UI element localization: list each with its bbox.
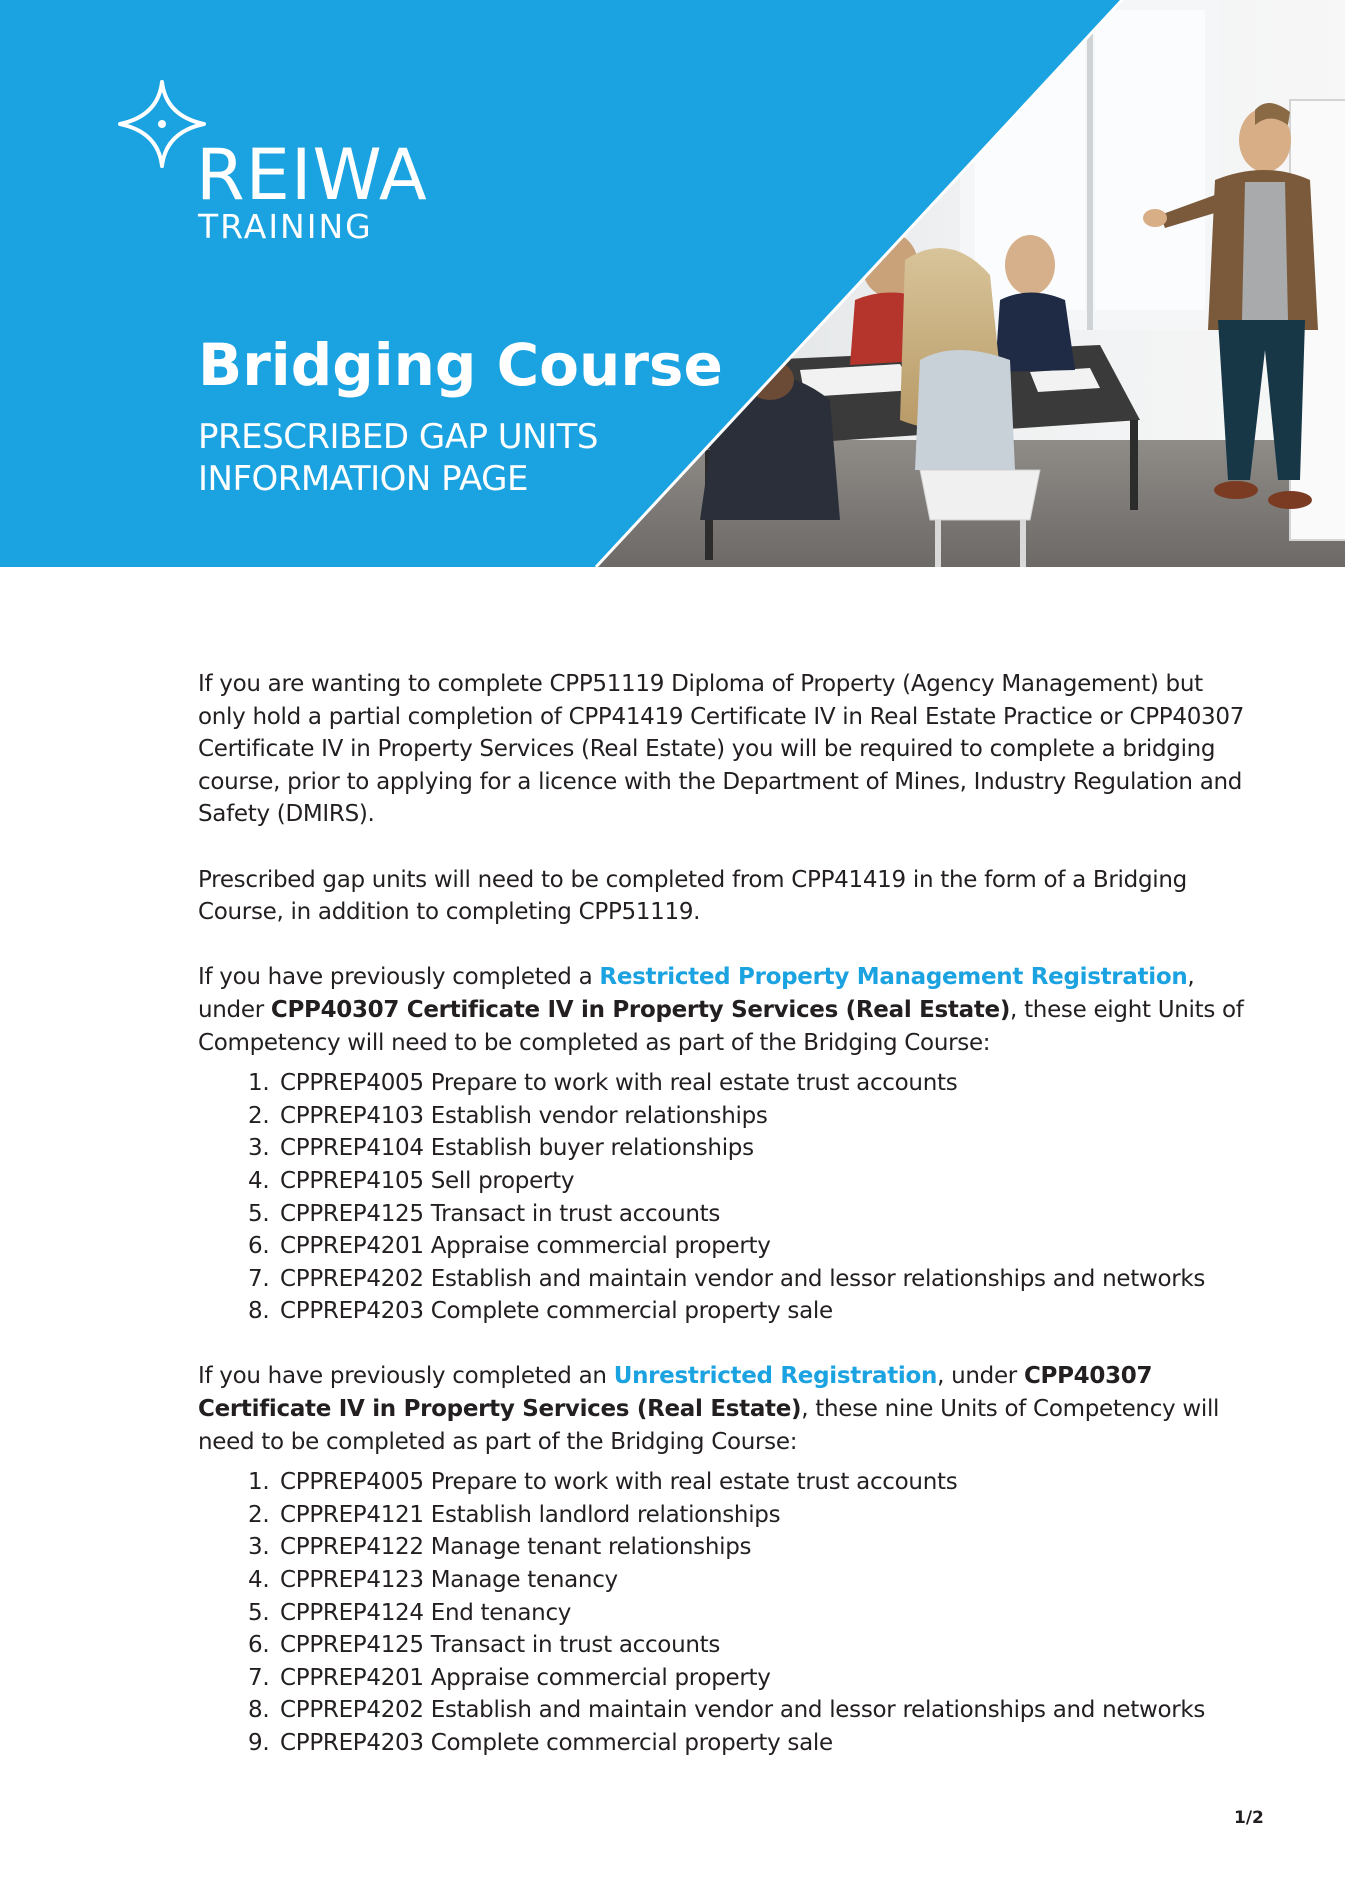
prescribed-paragraph [198,864,1258,929]
unit-text: CPPREP4104 Establish buyer relationships [280,1135,754,1162]
text-line [198,961,1258,994]
text-fragment: If you have previously completed a [198,964,600,991]
list-item [248,1727,1258,1760]
unit-text: CPPREP4203 Complete commercial property sale [280,1730,833,1756]
unit-text: CPPREP4121 Establish landlord relationships [280,1501,781,1528]
list-number: 4. [248,1167,270,1194]
star-logo-icon [118,80,206,168]
list-item [248,1499,1258,1532]
restricted-paragraph [198,961,1258,1059]
list-number: 8. [248,1298,270,1325]
unit-text: CPPREP4203 Complete commercial property sale [280,1298,833,1325]
list-number: 3. [248,1135,270,1162]
text-line: course, prior to applying for a licence with the Department of Mines, Industry Regulation and [198,768,1243,795]
unit-text: CPPREP4105 Sell property [280,1167,575,1194]
restricted-units-list [198,1067,1258,1328]
subtitle-line: PRESCRIBED GAP UNITS [198,417,598,457]
subtitle-line: INFORMATION PAGE [198,459,528,499]
text-line: Safety (DMIRS). [198,801,375,828]
text-fragment: under [198,996,271,1023]
intro-paragraph [198,668,1258,831]
text-line: need to be completed as part of the Bridging Course: [198,1428,798,1455]
text-fragment: , [1187,964,1195,991]
qualification-name: Certificate IV in Property Services (Real Estate) [198,1396,802,1423]
unit-text: CPPREP4125 Transact in trust accounts [280,1632,721,1659]
text-line: Course, in addition to completing CPP51119. [198,899,701,926]
list-item [248,1230,1258,1263]
list-number: 5. [248,1200,270,1227]
list-item [248,1100,1258,1133]
list-item [248,1263,1258,1296]
list-item [248,1564,1258,1597]
text-fragment: If you have previously completed an [198,1363,614,1390]
list-number: 7. [248,1265,270,1292]
unrestricted-paragraph [198,1360,1258,1458]
list-number: 5. [248,1599,270,1626]
reiwa-logo [118,80,458,250]
page-number: 1/2 [1234,1808,1264,1828]
header-banner [0,0,1345,567]
text-line: Prescribed gap units will need to be completed from CPP41419 in the form of a Bridging [198,866,1187,893]
list-number: 3. [248,1534,270,1561]
list-item [248,1067,1258,1100]
list-item [248,1694,1258,1727]
list-item [248,1629,1258,1662]
page-subtitle [198,416,598,500]
qualification-code: CPP40307 [1023,1363,1153,1390]
unit-text: CPPREP4103 Establish vendor relationships [280,1102,768,1129]
list-number: 8. [248,1697,270,1724]
list-number: 4. [248,1567,270,1594]
unit-text: CPPREP4122 Manage tenant relationships [280,1534,752,1561]
list-number: 1. [248,1070,270,1097]
list-number: 1. [248,1469,270,1496]
text-fragment: , these eight Units of [1010,996,1244,1023]
unit-text: CPPREP4005 Prepare to work with real estate trust accounts [280,1070,958,1097]
list-item [248,1165,1258,1198]
body-content [198,668,1258,1760]
list-item [248,1295,1258,1328]
list-item [248,1531,1258,1564]
logo-subtitle: TRAINING [198,207,373,246]
list-item [248,1662,1258,1695]
unit-text: CPPREP4201 Appraise commercial property [280,1664,771,1691]
list-item [248,1597,1258,1630]
text-line [198,1360,1258,1393]
qualification-name: CPP40307 Certificate IV in Property Services (Real Estate) [270,996,1011,1023]
list-number: 2. [248,1501,270,1528]
unrestricted-registration-highlight: Unrestricted Registration [613,1363,938,1390]
list-item [248,1132,1258,1165]
list-number: 2. [248,1102,270,1129]
text-line: Certificate IV in Property Services (Real Estate) you will be required to complete a bridging [198,736,1216,763]
unit-text: CPPREP4124 End tenancy [280,1599,572,1626]
unit-text: CPPREP4202 Establish and maintain vendor and lessor relationships and networks [280,1697,1206,1724]
list-number: 6. [248,1233,270,1260]
list-number: 6. [248,1632,270,1659]
list-number: 7. [248,1664,270,1691]
unit-text: CPPREP4005 Prepare to work with real estate trust accounts [280,1469,958,1496]
page-title: Bridging Course [198,331,723,399]
unit-text: CPPREP4201 Appraise commercial property [280,1233,771,1260]
text-fragment: , under [937,1363,1024,1390]
list-item [248,1198,1258,1231]
text-line [198,1393,1258,1426]
unit-text: CPPREP4123 Manage tenancy [280,1567,618,1594]
text-line: only hold a partial completion of CPP41419 Certificate IV in Real Estate Practice or CPP40307 [198,703,1245,730]
unrestricted-units-list [198,1466,1258,1759]
unit-text: CPPREP4202 Establish and maintain vendor and lessor relationships and networks [280,1265,1206,1292]
list-item [248,1466,1258,1499]
text-fragment: , these nine Units of Competency will [801,1396,1220,1423]
list-number: 9. [248,1730,270,1756]
unit-text: CPPREP4125 Transact in trust accounts [280,1200,721,1227]
text-line: If you are wanting to complete CPP51119 Diploma of Property (Agency Management) but [198,671,1203,697]
text-line: Competency will need to be completed as part of the Bridging Course: [198,1029,991,1056]
text-line [198,994,1258,1027]
restricted-registration-highlight: Restricted Property Management Registration [599,964,1188,991]
logo-wordmark: REIWA [196,134,428,216]
